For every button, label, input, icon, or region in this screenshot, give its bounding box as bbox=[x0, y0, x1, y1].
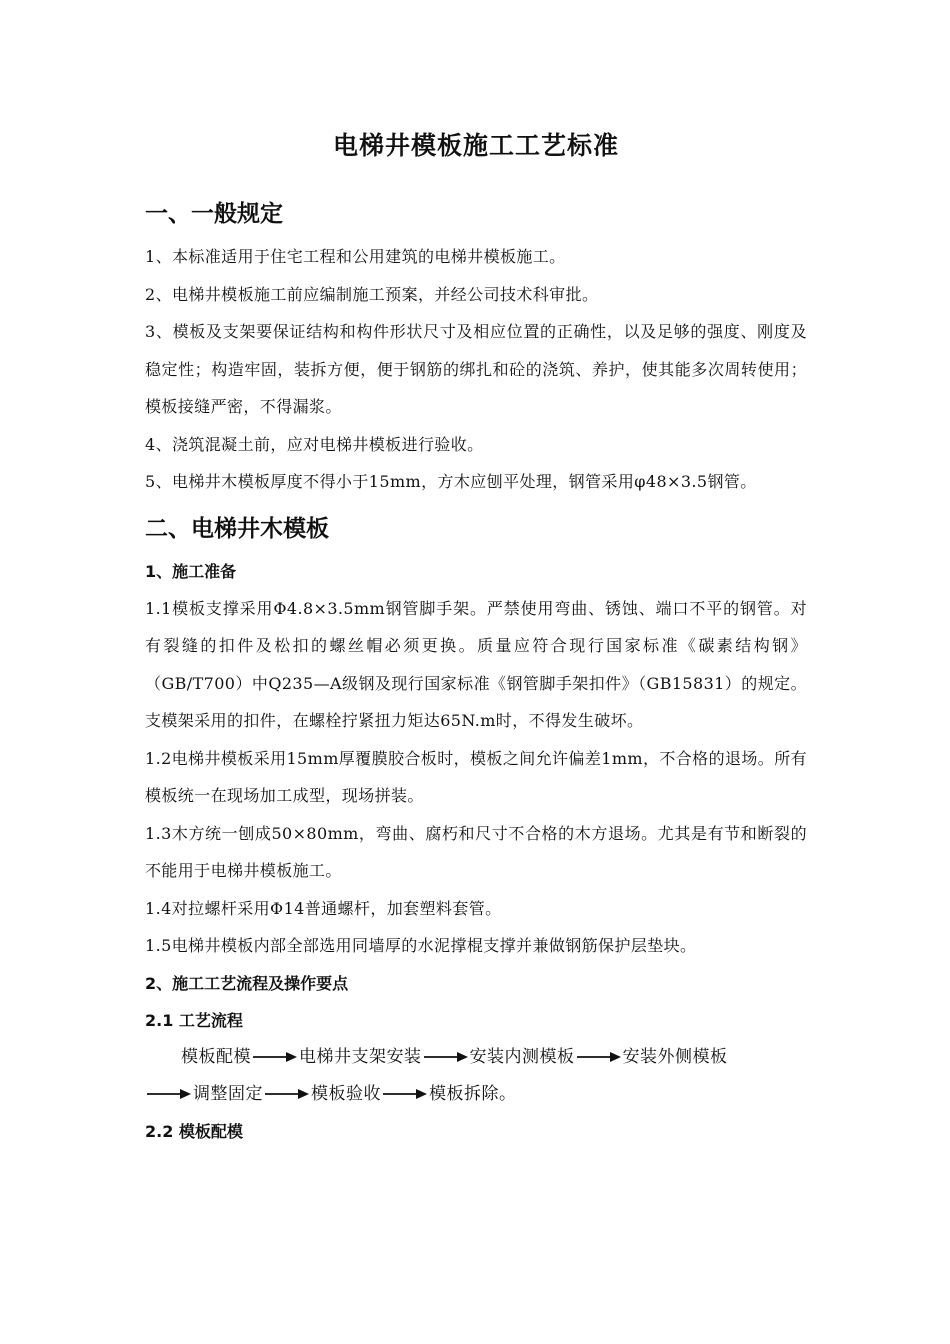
arrow-right-icon bbox=[265, 1088, 309, 1100]
paragraph: 4、浇筑混凝土前，应对电梯井模板进行验收。 bbox=[145, 434, 484, 454]
section-heading-wood-formwork: 二、电梯井木模板 bbox=[145, 515, 329, 542]
flow-step: 模板配模 bbox=[181, 1046, 251, 1067]
paragraph: 1.1模板支撑采用Φ4.8×3.5mm钢管脚手架。严禁使用弯曲、锈蚀、端口不平的钢管。对有裂缝的扣件及松扣的螺丝帽必须更换。质量应符合现行国家标准《碳素结构钢》（GB/T700）中Q235—A级钢及现行国家标准《钢管脚手架扣件》（GB15831）的规定。支模架采用的扣件，在螺栓拧紧扭力矩达65N.m时，不得发生破坏。 bbox=[145, 598, 807, 730]
arrow-right-icon bbox=[577, 1051, 621, 1063]
subsection-heading-flow: 2.1 工艺流程 bbox=[145, 1010, 243, 1030]
arrow-right-icon bbox=[424, 1051, 468, 1063]
paragraph: 1.5电梯井模板内部全部选用同墙厚的水泥撑棍支撑并兼做钢筋保护层垫块。 bbox=[145, 936, 697, 955]
paragraph: 1、本标准适用于住宅工程和公用建筑的电梯井模板施工。 bbox=[145, 247, 566, 266]
paragraph: 1.3木方统一刨成50×80mm，弯曲、腐朽和尺寸不合格的木方退场。尤其是有节和断裂的不能用于电梯井模板施工。 bbox=[145, 823, 807, 880]
flow-step: 调整固定 bbox=[193, 1083, 263, 1104]
flow-step: 模板验收 bbox=[311, 1083, 381, 1104]
subsection-heading-process: 2、施工工艺流程及操作要点 bbox=[145, 973, 349, 993]
arrow-right-icon bbox=[383, 1088, 427, 1100]
flow-step: 模板拆除。 bbox=[429, 1083, 517, 1104]
subsection-heading-formwork-matching: 2.2 模板配模 bbox=[145, 1121, 243, 1141]
flow-step: 安装外侧模板 bbox=[622, 1046, 728, 1067]
paragraph: 5、电梯井木模板厚度不得小于15mm，方木应刨平处理，钢管采用φ48×3.5钢管。 bbox=[145, 472, 757, 491]
paragraph: 2、电梯井模板施工前应编制施工预案，并经公司技术科审批。 bbox=[145, 284, 599, 304]
flow-step: 安装内测模板 bbox=[469, 1046, 575, 1067]
document-title: 电梯井模板施工工艺标准 bbox=[332, 131, 619, 160]
process-flow-continued bbox=[145, 1076, 807, 1113]
section-heading-general: 一、一般规定 bbox=[145, 201, 283, 227]
paragraph: 1.2电梯井模板采用15mm厚覆膜胶合板时，模板之间允许偏差1mm，不合格的退场。所有模板统一在现场加工成型，现场拼装。 bbox=[145, 748, 807, 805]
arrow-right-icon bbox=[147, 1088, 191, 1100]
process-flow bbox=[145, 1039, 807, 1076]
subsection-heading-preparation: 1、施工准备 bbox=[145, 561, 237, 581]
paragraph: 1.4对拉螺杆采用Φ14普通螺杆，加套塑料套管。 bbox=[145, 898, 502, 918]
paragraph: 3、模板及支架要保证结构和构件形状尺寸及相应位置的正确性，以及足够的强度、刚度及稳定性；构造牢固，装拆方便，便于钢筋的绑扎和砼的浇筑、养护，使其能多次周转使用；模板接缝严密，不得漏浆。 bbox=[145, 322, 807, 416]
document-page bbox=[145, 128, 807, 1150]
arrow-right-icon bbox=[253, 1051, 297, 1063]
flow-step: 电梯井支架安装 bbox=[299, 1046, 422, 1067]
